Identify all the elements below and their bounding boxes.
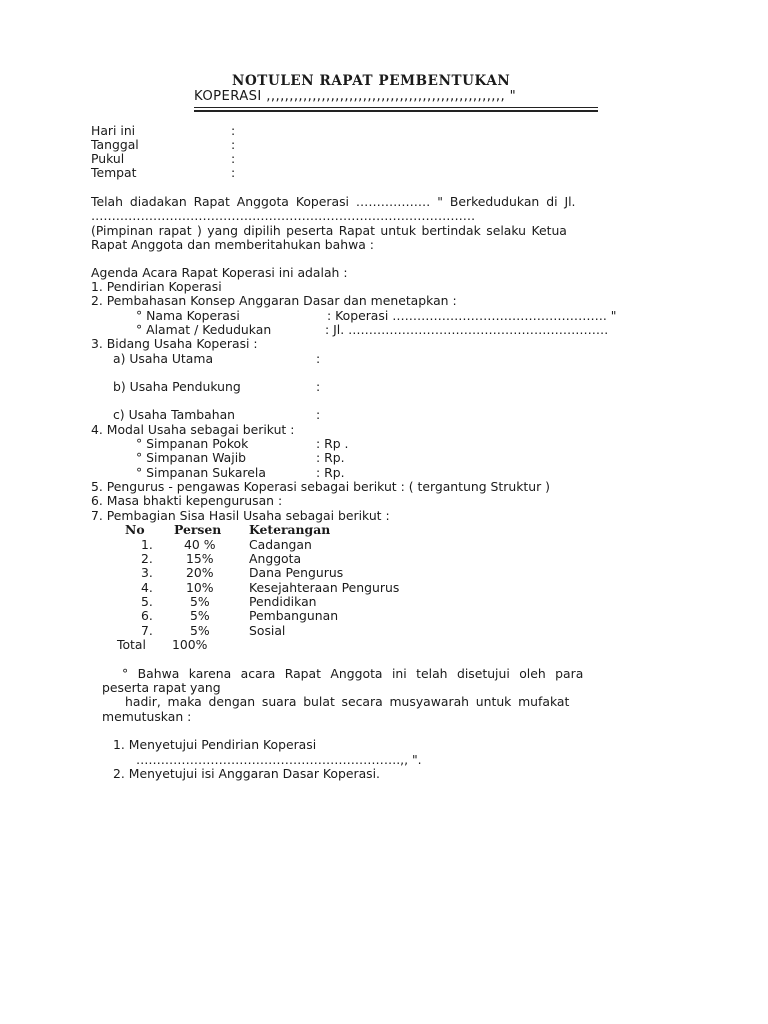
decision-2: 2. Menyetujui isi Anggaran Dasar Koperasi. [113,766,380,781]
info-sep: : [231,123,236,138]
shu-row-persen: 40 % [184,537,216,552]
info-label-tempat: Tempat [91,165,137,180]
intro-line-4: Rapat Anggota dan memberitahukan bahwa : [91,237,374,252]
nama-koperasi-label: ° Nama Koperasi [136,308,240,323]
closing-line-1: ° Bahwa karena acara Rapat Anggota ini telah disetujui oleh para [122,666,584,681]
usaha-utama-label: a) Usaha Utama [113,351,214,366]
shu-row-no: 2. [141,551,153,566]
simpanan-wajib-value: : Rp. [316,450,345,465]
shu-header-persen: Persen [174,522,222,537]
nama-koperasi-value: : Koperasi ……………………………………………. " [327,308,617,323]
alamat-label: ° Alamat / Kedudukan [136,322,272,337]
document-title: NOTULEN RAPAT PEMBENTUKAN [232,73,511,89]
intro-line-3: (Pimpinan rapat ) yang dipilih peserta Rapat untuk bertindak selaku Ketua [91,223,567,238]
shu-row-persen: 15% [186,551,214,566]
agenda-item-2: 2. Pembahasan Konsep Anggaran Dasar dan menetapkan : [91,293,457,308]
info-label-pukul: Pukul [91,151,125,166]
shu-row-no: 3. [141,565,153,580]
simpanan-pokok-label: ° Simpanan Pokok [136,436,249,451]
shu-row-keterangan: Cadangan [249,537,312,552]
info-sep: : [231,165,236,180]
shu-row-persen: 5% [190,608,210,623]
agenda-item-7: 7. Pembagian Sisa Hasil Usaha sebagai berikut : [91,508,390,523]
decision-1: 1. Menyetujui Pendirian Koperasi [113,737,317,752]
shu-row-no: 5. [141,594,153,609]
decision-1-dots: ……………………………………………………….,, ". [136,752,422,767]
shu-row-no: 1. [141,537,153,552]
shu-row-no: 4. [141,580,153,595]
usaha-pendukung-label: b) Usaha Pendukung [113,379,241,394]
simpanan-sukarela-value: : Rp. [316,465,345,480]
info-sep: : [231,151,236,166]
shu-row-keterangan: Anggota [249,551,302,566]
info-label-tanggal: Tanggal [91,137,139,152]
shu-row-persen: 5% [190,623,210,638]
simpanan-wajib-label: ° Simpanan Wajib [136,450,247,465]
usaha-colon: : [316,379,321,394]
agenda-item-3: 3. Bidang Usaha Koperasi : [91,336,258,351]
agenda-item-6: 6. Masa bhakti kepengurusan : [91,493,283,508]
agenda-item-1: 1. Pendirian Koperasi [91,279,222,294]
shu-row-persen: 20% [186,565,214,580]
shu-row-keterangan: Kesejahteraan Pengurus [249,580,400,595]
intro-line-2: ………………………………………………………………………………… [91,208,476,223]
shu-row-keterangan: Dana Pengurus [249,565,344,580]
shu-row-persen: 10% [186,580,214,595]
title-underline-thin [194,107,598,108]
usaha-tambahan-label: c) Usaha Tambahan [113,407,236,422]
agenda-item-5: 5. Pengurus - pengawas Koperasi sebagai berikut : ( tergantung Struktur ) [91,479,550,494]
shu-row-no: 7. [141,623,153,638]
shu-row-keterangan: Pembangunan [249,608,339,623]
simpanan-sukarela-label: ° Simpanan Sukarela [136,465,266,480]
intro-line-1: Telah diadakan Rapat Anggota Koperasi ……………… " Berkedudukan di Jl. [91,194,576,209]
usaha-colon: : [316,351,321,366]
simpanan-pokok-value: : Rp . [316,436,349,451]
shu-total-label: Total [117,637,146,652]
agenda-item-4: 4. Modal Usaha sebagai berikut : [91,422,295,437]
shu-row-persen: 5% [190,594,210,609]
shu-row-keterangan: Sosial [249,623,286,638]
agenda-heading: Agenda Acara Rapat Koperasi ini adalah : [91,265,348,280]
shu-header-keterangan: Keterangan [249,522,331,537]
shu-row-no: 6. [141,608,153,623]
closing-line-4: memutuskan : [102,709,192,724]
alamat-value: : Jl. ……………………………………………………… [325,322,609,337]
shu-header-no: No [125,522,145,537]
document-subtitle: KOPERASI ,,,,,,,,,,,,,,,,,,,,,,,,,,,,,,,,,,,,,,,,,,,,,,,,,,,, " [194,89,517,104]
info-label-hari: Hari ini [91,123,136,138]
info-sep: : [231,137,236,152]
shu-row-keterangan: Pendidikan [249,594,317,609]
title-underline-thick [194,110,598,112]
usaha-colon: : [316,407,321,422]
closing-line-2: peserta rapat yang [102,680,221,695]
shu-total-value: 100% [172,637,208,652]
closing-line-3: hadir, maka dengan suara bulat secara musyawarah untuk mufakat [125,694,570,709]
